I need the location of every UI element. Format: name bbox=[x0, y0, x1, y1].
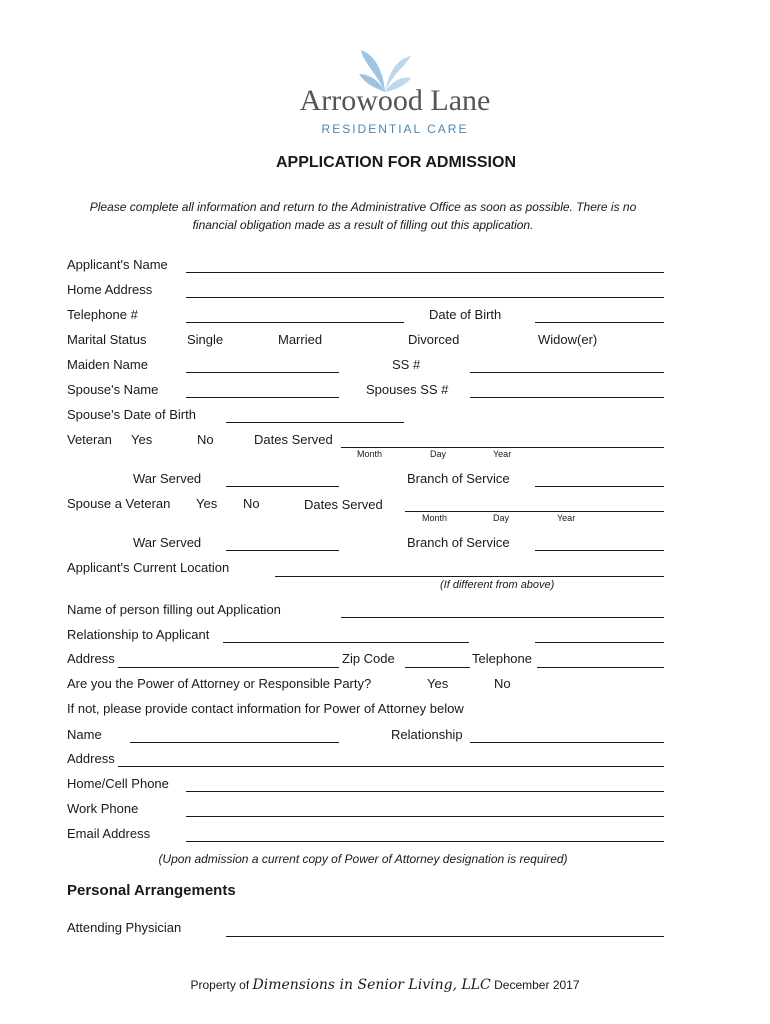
poa-relationship-label: Relationship bbox=[391, 727, 463, 742]
relationship-to-applicant-field[interactable] bbox=[223, 642, 469, 643]
day-caption: Day bbox=[430, 449, 447, 459]
relationship-extra-field[interactable] bbox=[535, 642, 664, 643]
email-address-label: Email Address bbox=[67, 826, 151, 841]
person-filling-field[interactable] bbox=[341, 617, 664, 618]
spouse-dob-field[interactable] bbox=[226, 422, 404, 423]
poa-note: (Upon admission a current copy of Power of Attorney designation is required) bbox=[158, 852, 568, 866]
home-cell-phone-label: Home/Cell Phone bbox=[67, 776, 169, 791]
zip-code-label: Zip Code bbox=[342, 651, 395, 666]
work-phone-label: Work Phone bbox=[67, 801, 139, 816]
zip-code-field[interactable] bbox=[405, 667, 470, 668]
dates-served-field[interactable] bbox=[341, 447, 664, 448]
month-caption: Month bbox=[357, 449, 383, 459]
spouse-dates-served-field[interactable] bbox=[405, 511, 664, 512]
dates-served-label: Dates Served bbox=[254, 432, 333, 447]
personal-arrangements-heading: Personal Arrangements bbox=[67, 882, 236, 899]
year-caption: Year bbox=[493, 449, 512, 459]
telephone-field[interactable] bbox=[186, 322, 404, 323]
marital-divorced-option[interactable]: Divorced bbox=[408, 332, 460, 347]
ss-field[interactable] bbox=[470, 372, 664, 373]
poa-address-field[interactable] bbox=[118, 766, 664, 767]
marital-married-option[interactable]: Married bbox=[278, 332, 323, 347]
poa-no-option[interactable]: No bbox=[494, 676, 511, 691]
spouse-name-label: Spouse's Name bbox=[67, 382, 159, 397]
page-title: APPLICATION FOR ADMISSION bbox=[276, 154, 516, 171]
telephone-2-label: Telephone bbox=[472, 651, 532, 666]
spouse-dob-label: Spouse's Date of Birth bbox=[67, 407, 196, 422]
logo-tagline: RESIDENTIAL CARE bbox=[321, 122, 469, 136]
poa-name-field[interactable] bbox=[130, 742, 339, 743]
spouse-dates-served-label: Dates Served bbox=[304, 497, 383, 512]
work-phone-field[interactable] bbox=[186, 816, 664, 817]
spouse-year-caption: Year bbox=[557, 513, 576, 523]
intro-line-1: Please complete all information and return to the Administrative Office as soon as possible. There is no bbox=[89, 200, 637, 214]
if-not-instruction: If not, please provide contact information for Power of Attorney below bbox=[67, 701, 464, 716]
branch-of-service-label: Branch of Service bbox=[407, 471, 510, 486]
maiden-name-field[interactable] bbox=[186, 372, 339, 373]
current-location-label: Applicant's Current Location bbox=[67, 560, 230, 575]
poa-relationship-field[interactable] bbox=[470, 742, 664, 743]
address-field[interactable] bbox=[118, 667, 339, 668]
attending-physician-field[interactable] bbox=[226, 936, 664, 937]
maiden-name-label: Maiden Name bbox=[67, 357, 148, 372]
home-cell-phone-field[interactable] bbox=[186, 791, 664, 792]
spouse-veteran-label: Spouse a Veteran bbox=[67, 496, 171, 511]
footer-date: December 2017 bbox=[494, 978, 580, 992]
footer-company: Dimensions in Senior Living, LLC bbox=[252, 977, 491, 993]
logo-name: Arrowood Lane bbox=[299, 84, 491, 117]
footer-property-of: Property of bbox=[190, 978, 250, 992]
footer bbox=[0, 977, 770, 993]
telephone-2-field[interactable] bbox=[537, 667, 664, 668]
relationship-to-applicant-label: Relationship to Applicant bbox=[67, 627, 210, 642]
veteran-no-option[interactable]: No bbox=[197, 432, 214, 447]
applicant-name-field[interactable] bbox=[186, 272, 664, 273]
spouse-branch-label: Branch of Service bbox=[407, 535, 510, 550]
person-filling-label: Name of person filling out Application bbox=[67, 602, 281, 617]
spouse-war-served-field[interactable] bbox=[226, 550, 339, 551]
spouse-month-caption: Month bbox=[422, 513, 448, 523]
spouse-war-served-label: War Served bbox=[133, 535, 202, 550]
home-address-field[interactable] bbox=[186, 297, 664, 298]
poa-name-label: Name bbox=[67, 727, 102, 742]
poa-question: Are you the Power of Attorney or Responsible Party? bbox=[67, 676, 372, 691]
veteran-label: Veteran bbox=[67, 432, 112, 447]
poa-yes-option[interactable]: Yes bbox=[427, 676, 449, 691]
spouse-veteran-yes-option[interactable]: Yes bbox=[196, 496, 218, 511]
home-address-label: Home Address bbox=[67, 282, 153, 297]
spouse-ss-label: Spouses SS # bbox=[366, 382, 449, 397]
spouse-name-field[interactable] bbox=[186, 397, 339, 398]
spouse-day-caption: Day bbox=[493, 513, 510, 523]
branch-of-service-field[interactable] bbox=[535, 486, 664, 487]
spouse-branch-field[interactable] bbox=[535, 550, 664, 551]
marital-status-label: Marital Status bbox=[67, 332, 147, 347]
ss-label: SS # bbox=[392, 357, 421, 372]
poa-address-label: Address bbox=[67, 751, 115, 766]
address-label: Address bbox=[67, 651, 115, 666]
intro-line-2: financial obligation made as a result of filling out this application. bbox=[192, 218, 534, 232]
war-served-label: War Served bbox=[133, 471, 202, 486]
telephone-label: Telephone # bbox=[67, 307, 138, 322]
marital-widower-option[interactable]: Widow(er) bbox=[538, 332, 598, 347]
applicant-name-label: Applicant's Name bbox=[67, 257, 168, 272]
email-address-field[interactable] bbox=[186, 841, 664, 842]
dob-label: Date of Birth bbox=[429, 307, 502, 322]
attending-physician-label: Attending Physician bbox=[67, 920, 182, 935]
dob-field[interactable] bbox=[535, 322, 664, 323]
war-served-field[interactable] bbox=[226, 486, 339, 487]
veteran-yes-option[interactable]: Yes bbox=[131, 432, 153, 447]
marital-single-option[interactable]: Single bbox=[187, 332, 224, 347]
spouse-ss-field[interactable] bbox=[470, 397, 664, 398]
spouse-veteran-no-option[interactable]: No bbox=[243, 496, 260, 511]
if-different-note: (If different from above) bbox=[440, 579, 555, 591]
